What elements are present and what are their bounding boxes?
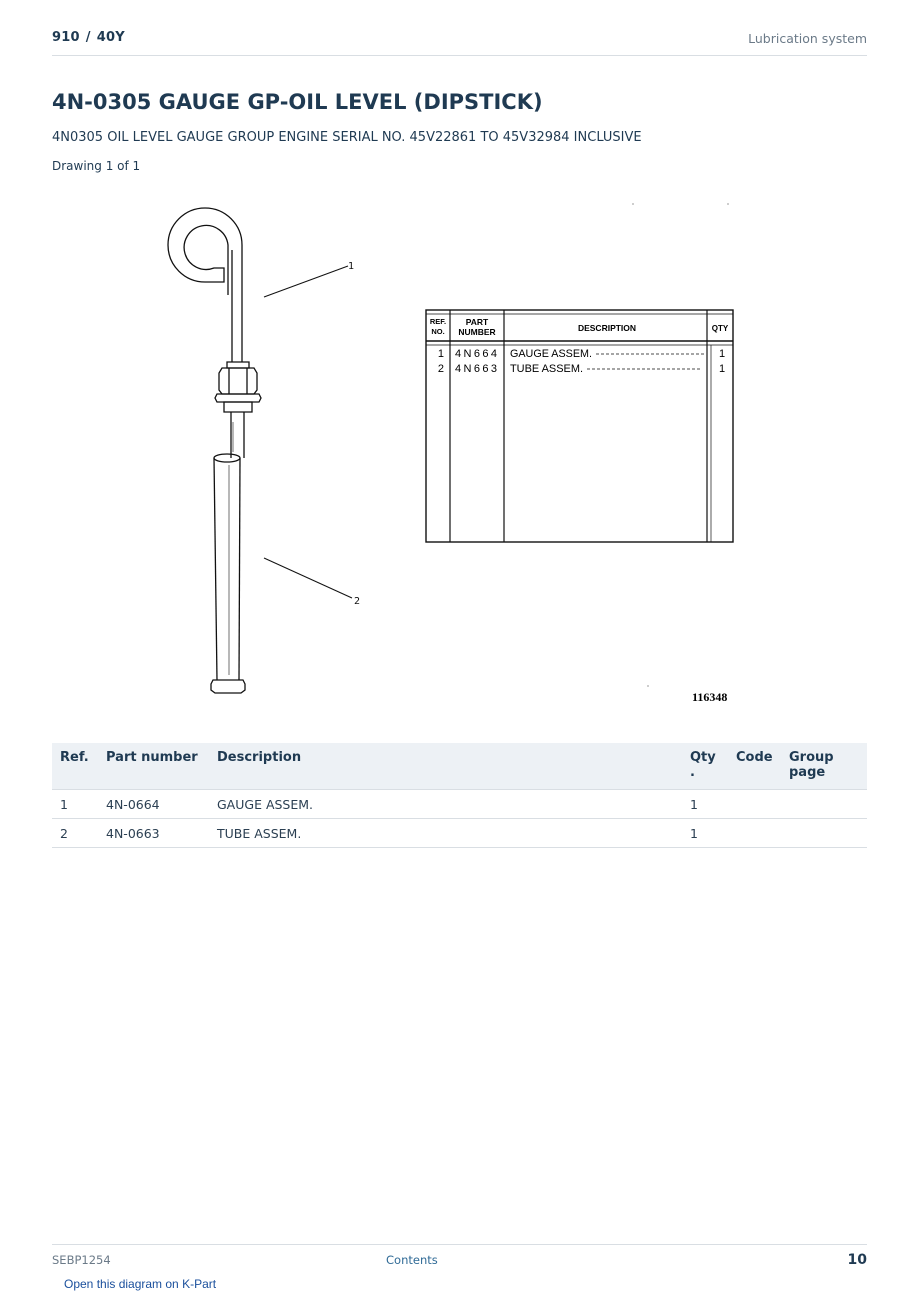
inset-header-ref-2: NO. bbox=[431, 327, 445, 336]
inset-header-qty: QTY bbox=[711, 324, 729, 333]
inset-header-description: DESCRIPTION bbox=[577, 323, 637, 333]
header-divider bbox=[52, 55, 867, 56]
inset-row1-ref: 1 bbox=[437, 348, 444, 360]
row-group-page bbox=[781, 819, 867, 848]
model-label: 910 bbox=[52, 30, 80, 45]
page-subtitle: 4N0305 OIL LEVEL GAUGE GROUP ENGINE SERIAL NO. 45V22861 TO 45V32984 INCLUSIVE bbox=[52, 130, 642, 145]
table-row[interactable] bbox=[52, 790, 867, 819]
col-group-page bbox=[781, 743, 867, 790]
col-qty-label: Qty bbox=[690, 750, 716, 765]
row-group-page bbox=[781, 790, 867, 819]
inset-row2-qty: 1 bbox=[718, 363, 726, 375]
inset-row2-part: 4N663 bbox=[455, 363, 497, 375]
parts-table bbox=[52, 743, 867, 848]
page-number: 10 bbox=[847, 1252, 867, 1268]
table-row[interactable] bbox=[52, 819, 867, 848]
col-group-label: Group bbox=[789, 750, 834, 765]
inset-row1-qty: 1 bbox=[718, 348, 726, 360]
dipstick-illustration bbox=[168, 208, 355, 693]
row-ref: 2 bbox=[52, 819, 98, 848]
inset-header-part-2: NUMBER bbox=[458, 327, 496, 337]
col-description: Description bbox=[209, 743, 682, 790]
header-model bbox=[52, 30, 125, 45]
inset-header-part-1: PART bbox=[465, 317, 489, 327]
inset-row1-part: 4N664 bbox=[455, 348, 497, 360]
row-part-number: 4N-0664 bbox=[98, 790, 209, 819]
inset-row1-description: GAUGE ASSEM. bbox=[510, 348, 592, 360]
contents-link[interactable]: Contents bbox=[386, 1253, 438, 1267]
callout-1: 1 bbox=[348, 261, 355, 272]
drawing-count: Drawing 1 of 1 bbox=[52, 159, 141, 173]
row-description: TUBE ASSEM. bbox=[209, 819, 682, 848]
col-part-number: Part number bbox=[98, 743, 209, 790]
kpart-diagram-link[interactable]: Open this diagram on K-Part bbox=[64, 1277, 217, 1291]
page-title: 4N-0305 GAUGE GP-OIL LEVEL (DIPSTICK) bbox=[52, 90, 543, 114]
dipstick-handle bbox=[168, 208, 242, 295]
series-label: 40Y bbox=[96, 30, 125, 45]
row-code bbox=[728, 790, 781, 819]
callout-2: 2 bbox=[354, 596, 361, 607]
col-ref: Ref. bbox=[52, 743, 98, 790]
model-separator: / bbox=[85, 30, 91, 45]
document-id: SEBP1254 bbox=[52, 1253, 111, 1267]
parts-table-header bbox=[52, 743, 867, 790]
illustration-number: 116348 bbox=[692, 690, 728, 704]
col-group-suffix: page bbox=[789, 765, 826, 780]
diagram-svg bbox=[52, 190, 867, 720]
section-name: Lubrication system bbox=[748, 31, 867, 46]
inset-row2-ref: 2 bbox=[437, 363, 444, 375]
inset-row2-description: TUBE ASSEM. bbox=[510, 363, 583, 375]
row-ref: 1 bbox=[52, 790, 98, 819]
col-qty-suffix: . bbox=[690, 765, 695, 780]
footer-divider bbox=[52, 1244, 867, 1245]
parts-diagram[interactable] bbox=[52, 190, 867, 720]
row-qty: 1 bbox=[682, 819, 728, 848]
inset-header-ref-1: REF. bbox=[429, 317, 447, 326]
col-qty bbox=[682, 743, 728, 790]
row-code bbox=[728, 819, 781, 848]
col-code: Code bbox=[728, 743, 781, 790]
row-qty: 1 bbox=[682, 790, 728, 819]
row-description: GAUGE ASSEM. bbox=[209, 790, 682, 819]
row-part-number: 4N-0663 bbox=[98, 819, 209, 848]
inset-parts-table bbox=[426, 310, 733, 542]
